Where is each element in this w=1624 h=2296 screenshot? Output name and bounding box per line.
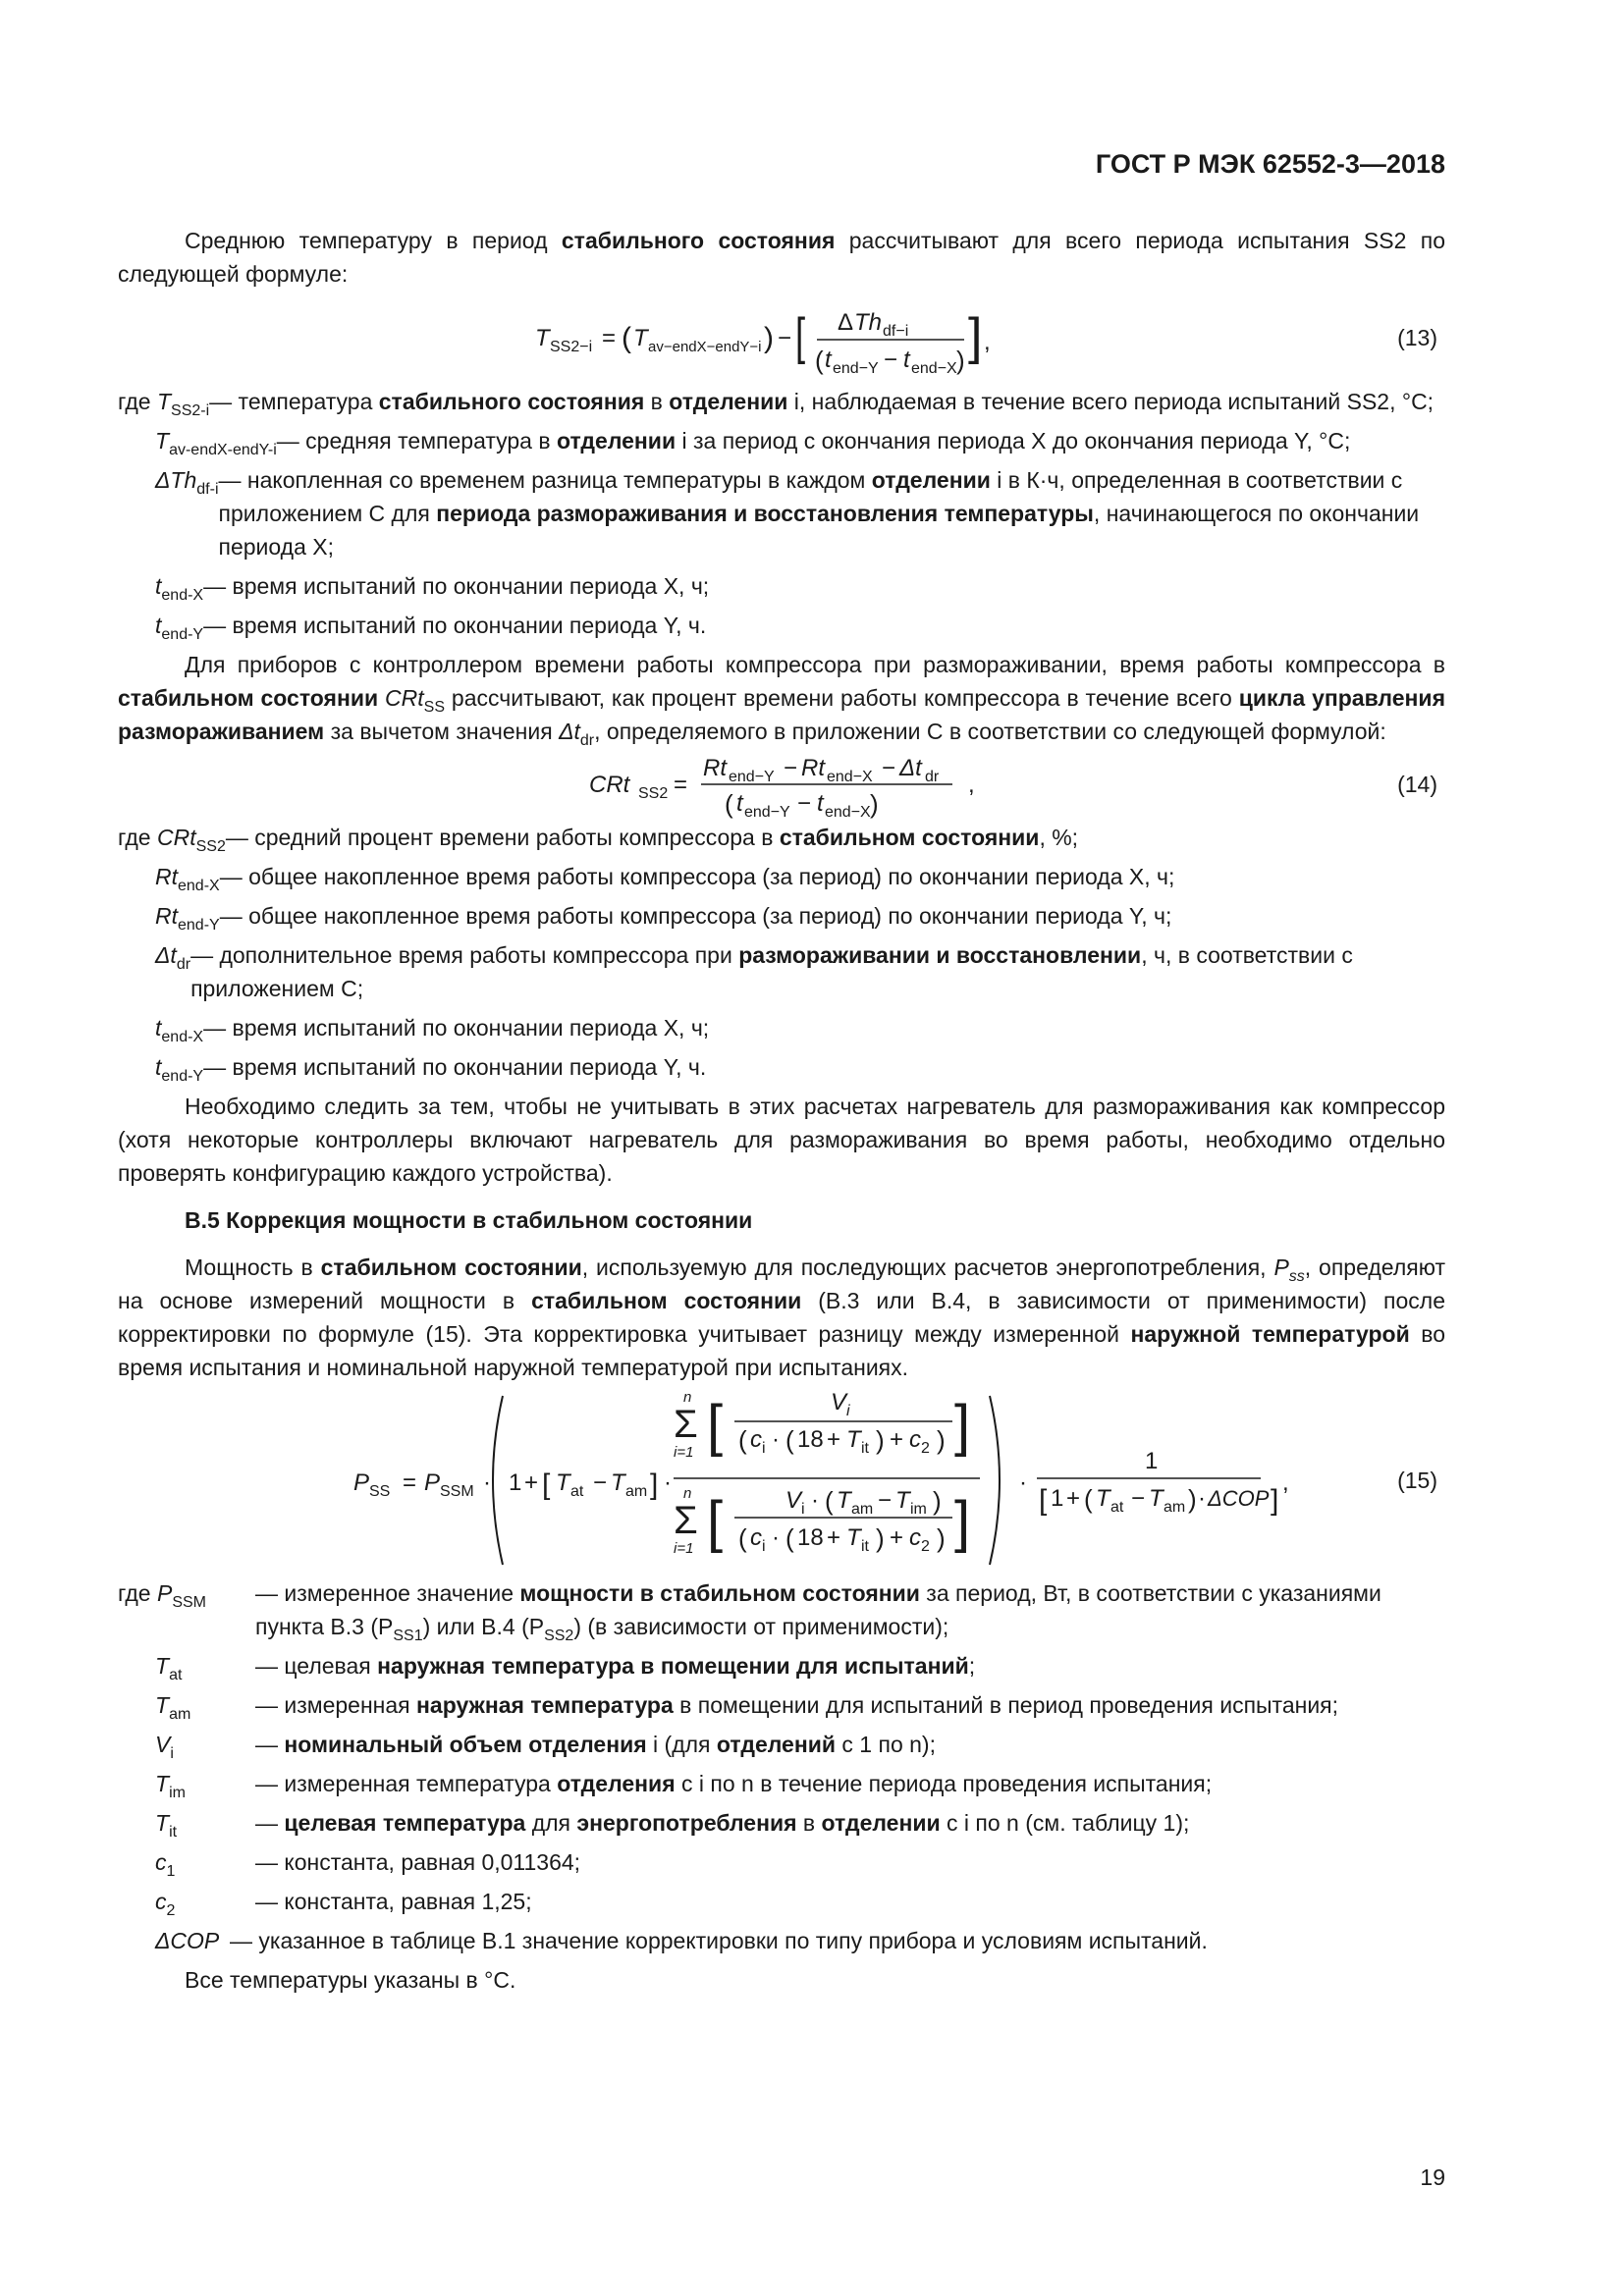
svg-text:P: P	[353, 1469, 370, 1496]
definition-item: $t_{end-X}$ — время испытаний по окончании периода X, ч;	[155, 1015, 710, 1045]
svg-text:t: t	[825, 347, 832, 373]
svg-text:[: [	[1039, 1484, 1048, 1517]
svg-text:]: ]	[954, 1394, 971, 1458]
svg-text:T: T	[846, 1426, 861, 1453]
equation-13-formula	[118, 291, 1445, 385]
svg-text:): )	[876, 1523, 885, 1553]
svg-text:it: it	[861, 1440, 869, 1457]
svg-text:·: ·	[1019, 1469, 1027, 1496]
svg-text:SSM: SSM	[440, 1483, 474, 1500]
svg-text:T: T	[895, 1487, 910, 1514]
equation-13	[118, 291, 1445, 385]
definition-item: $T_{av-endX-endY-i}$ — средняя температура в отделении i за период с окончания периода X до окончания периода Y, °C;	[155, 428, 1351, 458]
definition-item: $T_{im}$ — измеренная температура отделения с i по n в течение периода проведения испытания;	[155, 1771, 1213, 1801]
definition-item: $Rt_{end-Y}$ — общее накопленное время работы компрессора (за период) по окончании периода Y, ч;	[155, 903, 1172, 934]
svg-text:im: im	[910, 1501, 927, 1518]
svg-text:at: at	[1110, 1499, 1124, 1516]
svg-text:(: (	[815, 346, 824, 375]
svg-text:=: =	[602, 325, 617, 351]
paragraph-defrost-heater-note: Необходимо следить за тем, чтобы не учитывать в этих расчетах нагреватель для размораживания как компрессор (хотя некоторые контроллеры включают нагреватель для размораживания во время работы, необходимо отдельно проверять конфигурацию каждого устройства).	[118, 1094, 1445, 1186]
page-body	[118, 224, 1445, 1997]
svg-text:[: [	[795, 306, 806, 365]
svg-text:[: [	[707, 1490, 724, 1554]
svg-text:[: [	[542, 1468, 551, 1501]
svg-text:2: 2	[921, 1538, 930, 1555]
svg-text:): )	[933, 1486, 942, 1516]
equation-14-number: (14)	[1397, 772, 1437, 797]
svg-text:V: V	[831, 1389, 847, 1415]
standard-header: ГОСТ Р МЭК 62552-3—2018	[1095, 149, 1445, 179]
definition-item: $V_i$ — номинальный объем отделения i (для отделений с 1 по n);	[155, 1732, 936, 1762]
svg-text:T: T	[611, 1469, 625, 1496]
paragraph-compressor-runtime: Для приборов с контроллером времени работы компрессора при размораживании, время работы компрессора в стабильном состоянии CRt$_{SS}$ рассчитывают, как процент времени работы компрессора в течение всего цикла управления размораживанием за вычетом значения $\Delta t_{dr}$, определяемого в приложении С в соответствии со следующей формулой:	[118, 652, 1445, 749]
svg-text:(: (	[785, 1425, 794, 1455]
equation-15-definitions	[118, 1576, 1445, 1957]
svg-text:+: +	[827, 1426, 841, 1453]
svg-text:i: i	[762, 1440, 766, 1457]
svg-text:]: ]	[954, 1490, 971, 1554]
svg-text:,: ,	[984, 329, 991, 355]
svg-text:): )	[876, 1425, 885, 1455]
svg-text:(: (	[622, 322, 631, 354]
svg-text:(: (	[725, 789, 733, 819]
svg-text:2: 2	[921, 1440, 930, 1457]
svg-text:]: ]	[650, 1468, 659, 1501]
svg-text:−: −	[593, 1469, 608, 1496]
svg-text:·: ·	[811, 1487, 819, 1514]
svg-text:[: [	[707, 1394, 724, 1458]
svg-text:): )	[764, 322, 774, 354]
svg-text:·: ·	[483, 1469, 491, 1496]
svg-text:−: −	[878, 1487, 893, 1514]
svg-text:CRt: CRt	[589, 772, 630, 798]
svg-text:−: −	[784, 755, 798, 781]
svg-text:=: =	[403, 1469, 417, 1496]
svg-text:c: c	[909, 1524, 921, 1551]
definition-item: $T_{at}$ — целевая наружная температура в помещении для испытаний;	[155, 1653, 976, 1683]
svg-text:1: 1	[1145, 1448, 1159, 1474]
svg-text:Rt: Rt	[703, 755, 727, 781]
svg-text:T: T	[846, 1524, 861, 1551]
svg-text:c: c	[909, 1426, 921, 1453]
svg-text:): )	[1188, 1484, 1197, 1514]
svg-text:−: −	[797, 790, 812, 817]
svg-text:,: ,	[1282, 1469, 1289, 1496]
svg-text:Rt: Rt	[801, 755, 825, 781]
intro-paragraph: Среднюю температуру в период стабильного состояния рассчитывают для всего периода испытания SS2 по следующей формуле:	[118, 228, 1445, 287]
svg-text:−: −	[1131, 1485, 1146, 1512]
svg-text:end−X: end−X	[827, 769, 873, 785]
equation-15-formula	[118, 1384, 1445, 1576]
paragraph-temperature-units: Все температуры указаны в °C.	[185, 1967, 516, 1993]
svg-text:t: t	[736, 790, 743, 817]
svg-text:): )	[937, 1425, 946, 1455]
svg-text:Σ: Σ	[674, 1499, 698, 1542]
svg-text:): )	[937, 1523, 946, 1553]
svg-text:dr: dr	[925, 769, 940, 785]
svg-text:+: +	[890, 1524, 904, 1551]
svg-text:]: ]	[968, 308, 983, 365]
svg-text:T: T	[556, 1469, 570, 1496]
definition-item: где $P_{SSM}$ — измеренное значение мощности в стабильном состоянии за период, Вт, в соответствии с указаниями пункта В.3 $(P_{SS1})$ или В.4 $(P_{SS2})$ (в зависимости от применимости);	[118, 1580, 1381, 1644]
svg-text:−: −	[882, 755, 896, 781]
equation-13-number: (13)	[1397, 325, 1437, 350]
svg-text:SS: SS	[369, 1483, 391, 1500]
svg-text:Δ: Δ	[838, 309, 854, 336]
eq13-T: T	[535, 325, 550, 351]
svg-text:·: ·	[664, 1469, 672, 1496]
svg-text:i=1: i=1	[674, 1540, 694, 1557]
svg-text:SS2: SS2	[638, 785, 669, 802]
definition-item: $T_{it}$ — целевая температура для энергопотребления в отделении с i по n (см. таблицу 1);	[155, 1810, 1190, 1841]
svg-text:1: 1	[1051, 1485, 1064, 1512]
equation-14-formula	[118, 748, 1445, 821]
svg-text:ΔCOP: ΔCOP	[1208, 1486, 1270, 1511]
definition-item: $t_{end-Y}$ — время испытаний по окончании периода Y, ч.	[155, 613, 707, 643]
svg-text:n: n	[683, 1485, 692, 1502]
svg-text:): )	[956, 346, 965, 375]
svg-text:Th: Th	[854, 309, 883, 336]
svg-text:end−Y: end−Y	[833, 360, 879, 377]
svg-text:am: am	[625, 1483, 648, 1500]
svg-text:·: ·	[1198, 1485, 1206, 1512]
svg-text:+: +	[1066, 1485, 1081, 1512]
svg-text:T: T	[1149, 1485, 1164, 1512]
equation-14	[118, 748, 1445, 821]
svg-text:(: (	[825, 1486, 834, 1516]
svg-text:c: c	[750, 1524, 762, 1551]
svg-text:·: ·	[772, 1426, 780, 1453]
svg-text:av−endX−endY−i: av−endX−endY−i	[648, 339, 762, 355]
svg-text:end−Y: end−Y	[744, 804, 790, 821]
svg-text:i: i	[762, 1538, 766, 1555]
equation-15-number: (15)	[1397, 1468, 1437, 1493]
definition-item: ΔTh$_{df-i}$ — накопленная со временем разница температуры в каждом отделении i в К·ч, определенная в соответствии с приложением С для периода размораживания и восстановления температуры, начинающегося по окончании периода X;	[155, 467, 1420, 560]
svg-text:): )	[870, 789, 879, 819]
svg-text:end−X: end−X	[825, 804, 871, 821]
svg-text:P: P	[424, 1469, 441, 1496]
svg-text:(: (	[1084, 1484, 1093, 1514]
definition-item: $Rt_{end-X}$ — общее накопленное время работы компрессора (за период) по окончании периода X, ч;	[155, 864, 1175, 894]
svg-text:n: n	[683, 1389, 692, 1406]
svg-text:end−Y: end−Y	[729, 769, 775, 785]
definition-item: $T_{am}$ — измеренная наружная температура в помещении для испытаний в период проведения испытания;	[155, 1692, 1339, 1723]
svg-text:−: −	[884, 347, 898, 373]
svg-text:Δt: Δt	[899, 755, 922, 781]
svg-text:−: −	[778, 325, 792, 351]
svg-text:18: 18	[797, 1426, 824, 1453]
section-title: В.5 Коррекция мощности в стабильном состоянии	[185, 1207, 753, 1233]
svg-text:am: am	[1164, 1499, 1186, 1516]
svg-text:(: (	[738, 1425, 747, 1455]
svg-text:t: t	[817, 790, 824, 817]
svg-text:c: c	[750, 1426, 762, 1453]
definition-item: где $T_{SS2-i}$ — температура стабильного состояния в отделении i, наблюдаемая в течение всего периода испытаний SS2, °C;	[118, 389, 1435, 419]
svg-text:it: it	[861, 1538, 869, 1555]
svg-text:i=1: i=1	[674, 1444, 694, 1461]
svg-text:(: (	[738, 1523, 747, 1553]
svg-text:+: +	[827, 1524, 841, 1551]
svg-text:V: V	[785, 1487, 802, 1514]
svg-text:T: T	[837, 1487, 851, 1514]
svg-text:·: ·	[772, 1524, 780, 1551]
definition-item: $t_{end-X}$ — время испытаний по окончании периода X, ч;	[155, 573, 710, 604]
svg-text:T: T	[633, 325, 648, 351]
svg-text:(: (	[785, 1523, 794, 1553]
svg-text:am: am	[851, 1501, 874, 1518]
definition-item: $c_1$ — константа, равная 0,011364;	[155, 1849, 581, 1880]
paragraph-power-correction: Мощность в стабильном состоянии, используемую для последующих расчетов энергопотребления, $P_{ss}$, определяют на основе измерений мощности в стабильном состоянии (В.3 или В.4, в зависимости от применимости) после корректировки по формуле (15). Эта корректировка учитывает разницу между измеренной наружной температурой во время испытания и номинальной наружной температурой при испытаниях.	[118, 1255, 1445, 1380]
definition-item: $\Delta t_{dr}$ — дополнительное время работы компрессора при размораживании и восстановлении, ч, в соответствии с приложением С;	[155, 942, 1353, 1001]
definition-item: где CRt$_{SS2}$ — средний процент времени работы компрессора в стабильном состоянии, %;	[118, 825, 1079, 855]
definition-item: ΔCOP — указанное в таблице В.1 значение корректировки по типу прибора и условиям испытаний.	[155, 1928, 1208, 1953]
svg-text:at: at	[570, 1483, 584, 1500]
svg-text:df−i: df−i	[883, 323, 909, 340]
svg-text:t: t	[903, 347, 910, 373]
definition-item: $t_{end-Y}$ — время испытаний по окончании периода Y, ч.	[155, 1054, 707, 1085]
svg-text:T: T	[1096, 1485, 1110, 1512]
equation-14-definitions	[118, 821, 1445, 1084]
svg-text:+: +	[890, 1426, 904, 1453]
svg-text:=: =	[674, 772, 688, 798]
definition-item: $c_2$ — константа, равная 1,25;	[155, 1889, 532, 1919]
equation-13-definitions	[118, 385, 1445, 642]
svg-text:i: i	[846, 1403, 850, 1419]
svg-text:Σ: Σ	[674, 1403, 698, 1446]
svg-text:1: 1	[509, 1469, 522, 1496]
svg-text:SS2−i: SS2−i	[550, 339, 593, 355]
svg-text:i: i	[801, 1501, 805, 1518]
svg-text:+: +	[524, 1469, 539, 1496]
svg-text:end−X: end−X	[911, 360, 957, 377]
svg-text:]: ]	[1271, 1484, 1279, 1517]
svg-text:18: 18	[797, 1524, 824, 1551]
equation-15	[118, 1384, 1445, 1576]
page-number: 19	[1420, 2164, 1445, 2190]
svg-text:,: ,	[968, 772, 975, 798]
